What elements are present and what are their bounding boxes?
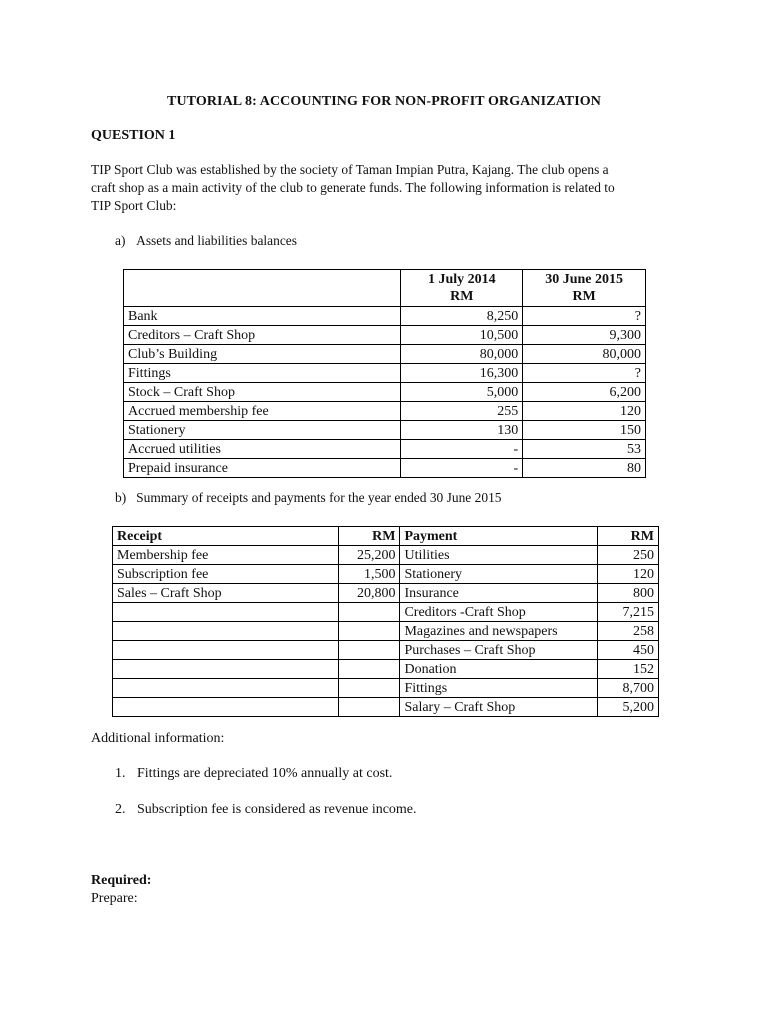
header-2014-date: 1 July 2014 — [427, 272, 496, 287]
receipt-cell — [113, 698, 339, 717]
payment-cell: Fittings — [400, 679, 598, 698]
section-a-letter: a) — [115, 234, 126, 249]
note-text: Subscription fee is considered as revenue income. — [137, 802, 417, 817]
section-a-text: Assets and liabilities balances — [136, 234, 297, 249]
receipt-amount-cell — [338, 698, 400, 717]
value-2015-cell: 120 — [523, 402, 646, 421]
value-2014-cell: - — [401, 440, 523, 459]
section-b-letter: b) — [115, 491, 127, 506]
payment-cell: Utilities — [400, 546, 598, 565]
table-row — [124, 440, 646, 459]
payment-cell: Creditors -Craft Shop — [400, 603, 598, 622]
receipt-cell — [113, 660, 339, 679]
payment-cell: Magazines and newspapers — [400, 622, 598, 641]
value-2015-cell: 150 — [523, 421, 646, 440]
header-blank-cell — [124, 270, 401, 307]
receipt-rm-header: RM — [338, 527, 400, 546]
payment-header: Payment — [400, 527, 598, 546]
table-row — [113, 603, 659, 622]
payment-cell: Salary – Craft Shop — [400, 698, 598, 717]
note-number: 2. — [115, 802, 126, 817]
value-2015-cell: ? — [523, 307, 646, 326]
item-cell: Accrued utilities — [124, 440, 401, 459]
receipt-cell: Subscription fee — [113, 565, 339, 584]
item-cell: Accrued membership fee — [124, 402, 401, 421]
value-2015-cell: 80,000 — [523, 345, 646, 364]
value-2014-cell: 130 — [401, 421, 523, 440]
value-2015-cell: 6,200 — [523, 383, 646, 402]
payment-cell: Insurance — [400, 584, 598, 603]
page-title: TUTORIAL 8: ACCOUNTING FOR NON-PROFIT ORGANIZATION — [167, 94, 601, 109]
note-item — [115, 802, 417, 818]
header-2015-unit: RM — [572, 289, 596, 304]
table-row — [124, 345, 646, 364]
note-number: 1. — [115, 766, 126, 781]
table-header-row — [113, 527, 659, 546]
receipt-cell: Sales – Craft Shop — [113, 584, 339, 603]
question-heading: QUESTION 1 — [91, 128, 176, 143]
payment-amount-cell: 120 — [598, 565, 659, 584]
value-2014-cell: 255 — [401, 402, 523, 421]
receipt-amount-cell: 1,500 — [338, 565, 400, 584]
note-item — [115, 766, 392, 782]
value-2014-cell: 80,000 — [401, 345, 523, 364]
item-cell: Bank — [124, 307, 401, 326]
receipt-header: Receipt — [113, 527, 339, 546]
table-row — [113, 679, 659, 698]
header-2015 — [523, 270, 646, 307]
table-row — [124, 459, 646, 478]
receipt-amount-cell: 20,800 — [338, 584, 400, 603]
receipt-amount-cell — [338, 660, 400, 679]
payment-amount-cell: 8,700 — [598, 679, 659, 698]
table-row — [113, 584, 659, 603]
payment-amount-cell: 800 — [598, 584, 659, 603]
value-2015-cell: ? — [523, 364, 646, 383]
payment-amount-cell: 450 — [598, 641, 659, 660]
table-row — [124, 421, 646, 440]
receipt-amount-cell — [338, 679, 400, 698]
receipt-cell: Membership fee — [113, 546, 339, 565]
receipt-amount-cell — [338, 641, 400, 660]
table-row — [113, 641, 659, 660]
receipts-payments-table — [112, 526, 659, 717]
table-row — [124, 364, 646, 383]
payment-amount-cell: 250 — [598, 546, 659, 565]
item-cell: Stationery — [124, 421, 401, 440]
table-row — [124, 402, 646, 421]
receipt-cell — [113, 603, 339, 622]
item-cell: Club’s Building — [124, 345, 401, 364]
table-row — [113, 565, 659, 584]
section-b-heading — [115, 491, 502, 507]
value-2015-cell: 80 — [523, 459, 646, 478]
value-2015-cell: 9,300 — [523, 326, 646, 345]
item-cell: Stock – Craft Shop — [124, 383, 401, 402]
table-row — [113, 698, 659, 717]
header-2015-date: 30 June 2015 — [545, 272, 623, 287]
receipt-amount-cell — [338, 603, 400, 622]
value-2014-cell: 10,500 — [401, 326, 523, 345]
receipt-cell — [113, 622, 339, 641]
payment-rm-header: RM — [598, 527, 659, 546]
prepare-text: Prepare: — [91, 891, 138, 906]
table-row — [124, 307, 646, 326]
value-2014-cell: - — [401, 459, 523, 478]
table-row — [113, 660, 659, 679]
intro-line: TIP Sport Club: — [91, 199, 177, 214]
value-2014-cell: 5,000 — [401, 383, 523, 402]
required-heading: Required: — [91, 873, 152, 888]
section-a-heading — [115, 234, 297, 250]
table-row — [124, 326, 646, 345]
receipt-amount-cell — [338, 622, 400, 641]
payment-amount-cell: 7,215 — [598, 603, 659, 622]
value-2015-cell: 53 — [523, 440, 646, 459]
receipt-cell — [113, 679, 339, 698]
intro-paragraph — [91, 162, 667, 216]
section-b-text: Summary of receipts and payments for the year ended 30 June 2015 — [136, 491, 502, 506]
item-cell: Creditors – Craft Shop — [124, 326, 401, 345]
header-2014 — [401, 270, 523, 307]
table-header-row — [124, 270, 646, 307]
additional-info-heading: Additional information: — [91, 731, 225, 746]
payment-amount-cell: 258 — [598, 622, 659, 641]
payment-amount-cell: 5,200 — [598, 698, 659, 717]
receipt-amount-cell: 25,200 — [338, 546, 400, 565]
receipt-cell — [113, 641, 339, 660]
table-row — [113, 622, 659, 641]
item-cell: Fittings — [124, 364, 401, 383]
payment-cell: Stationery — [400, 565, 598, 584]
header-2014-unit: RM — [450, 289, 474, 304]
assets-liabilities-table — [123, 269, 646, 478]
intro-line: craft shop as a main activity of the club to generate funds. The following information is related to — [91, 181, 615, 196]
value-2014-cell: 16,300 — [401, 364, 523, 383]
intro-line: TIP Sport Club was established by the society of Taman Impian Putra, Kajang. The club opens a — [91, 163, 609, 178]
item-cell: Prepaid insurance — [124, 459, 401, 478]
value-2014-cell: 8,250 — [401, 307, 523, 326]
note-text: Fittings are depreciated 10% annually at cost. — [137, 766, 393, 781]
payment-cell: Purchases – Craft Shop — [400, 641, 598, 660]
payment-amount-cell: 152 — [598, 660, 659, 679]
table-row — [124, 383, 646, 402]
payment-cell: Donation — [400, 660, 598, 679]
table-row — [113, 546, 659, 565]
